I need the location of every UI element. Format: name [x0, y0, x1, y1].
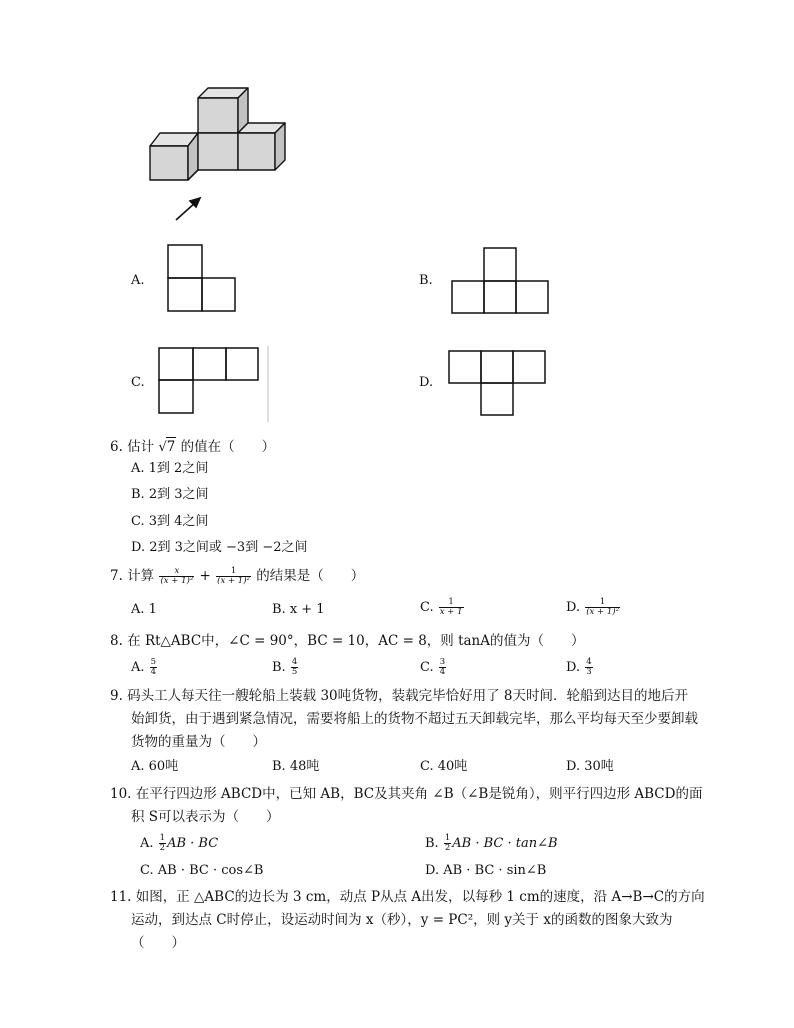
question-9-option-c: C. 40吨: [420, 759, 468, 774]
question-6-option-b: B. 2到 3之间: [131, 487, 209, 502]
question-11-stem: 11. 如图，正 △ABC的边长为 3 cm，动点 P从点 A出发，以每秒 1 cm的速度，沿 A→B→C的方向 运动，到达点 C时停止，设运动时间为 x（秒），y = PC²，则 y关于 x的函数的图象大致为 （ ）: [110, 889, 705, 951]
question-9-option-a: A. 60吨: [131, 759, 179, 774]
question-6-stem: 6. 估计 √7 的值在（ ）: [110, 439, 276, 455]
question-7-option-a: A. 1: [131, 602, 157, 617]
option-c-view: [157, 346, 271, 422]
option-d-letter: D.: [419, 375, 434, 390]
option-a-letter: A.: [131, 273, 145, 288]
fraction: $\frac{1}{\text{(x + 1)²}}$: [217, 566, 250, 586]
question-9-stem: 9. 码头工人每天往一艘轮船上装载 30吨货物，装载完毕恰好用了 8天时间．轮船到达目的地后开 始卸货，由于遇到紧急情况，需要将船上的货物不超过五天卸载完毕，那么平均每天至少要卸载 货物的重量为（ ）: [110, 688, 698, 750]
question-7-option-d: D. $\frac{1}{\text{(x + 1)²}}$: [566, 597, 620, 617]
question-8-stem: 8. 在 Rt△ABC中，∠C = 90°，BC = 10，AC = 8，则 tanA的值为（ ）: [110, 633, 585, 649]
question-8-option-a: A. $\frac{5}{4}$: [131, 657, 157, 677]
fraction: $\frac{x}{\text{(x + 1)²}}$: [160, 566, 194, 586]
question-10-option-b: B. $\frac{1}{2}$ AB · BC · tan∠B: [425, 833, 558, 853]
question-6-option-c: C. 3到 4之间: [131, 514, 209, 529]
option-c-letter: C.: [131, 375, 145, 390]
question-6-option-a: A. 1到 2之间: [131, 461, 209, 476]
question-10-stem: 10. 在平行四边形 ABCD中，已知 AB，BC及其夹角 ∠B（∠B是锐角），则平行四边形 ABCD的面 积 S可以表示为（ ）: [110, 786, 703, 825]
question-6-option-d: D. 2到 3之间或 −3到 −2之间: [131, 540, 308, 555]
option-b-letter: B.: [419, 273, 433, 288]
question-7-stem: 7. 计算 $\frac{x}{\text{(x + 1)²}}$ + $\frac{1}{\text{(x + 1)²}}$ 的结果是（ ）: [110, 566, 365, 586]
question-7-option-c: C. $\frac{1}{x + 1}$: [420, 597, 463, 617]
view-direction-arrow: [176, 198, 200, 220]
question-9-option-d: D. 30吨: [566, 759, 614, 774]
option-b-view: [450, 246, 552, 316]
question-8-option-d: D. $\frac{4}{3}$: [566, 657, 592, 677]
cube-stack-figure: [140, 80, 300, 230]
question-9-option-b: B. 48吨: [272, 759, 320, 774]
question-10-option-a: A. $\frac{1}{2}$ AB · BC: [140, 833, 219, 853]
question-7-option-b: B. x + 1: [272, 602, 325, 617]
option-d-view: [448, 350, 548, 418]
question-8-option-b: B. $\frac{4}{5}$: [272, 657, 298, 677]
option-a-view: [166, 243, 238, 313]
question-10-option-d: D. AB · BC · sin∠B: [425, 863, 547, 878]
question-10-option-c: C. AB · BC · cos∠B: [140, 863, 264, 878]
question-8-option-c: C. $\frac{3}{4}$: [420, 657, 446, 677]
